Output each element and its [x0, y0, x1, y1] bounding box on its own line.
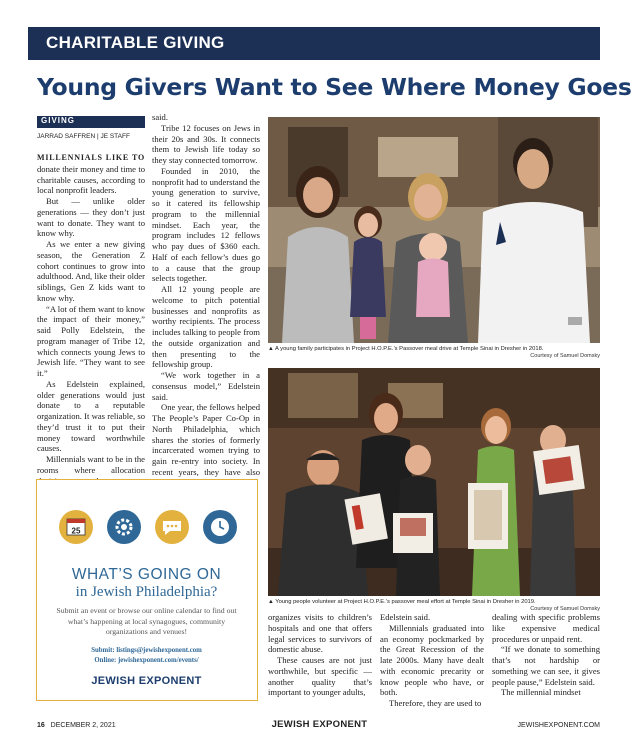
paragraph: As Edelstein explained, older generations would just donate to a reputable organization. It was reliable, so they’d trust it to put their money toward worthwhile causes. [37, 378, 145, 454]
paragraph: Founded in 2010, the nonprofit had to understand the young generation to survive, so it catered its fellowship program to the millennial mindset. Each year, the program includes 12 fellows who pay dues of $360 each. Half of each fellow’s dues go to a cause that the group selects together. [152, 165, 260, 284]
gear-icon [107, 510, 141, 544]
photo-volunteers [268, 368, 600, 596]
page-number: 16 [37, 722, 45, 729]
paragraph: “We work together in a consensus model,” Edelstein said. [152, 370, 260, 402]
paragraph: The millennial mindset [501, 687, 581, 698]
photo-family-illustration [268, 117, 600, 343]
paragraph: Millennials graduated into an economy pockmarked by the Great Recession of the late 2000s. Many have dealt with economic precarity or know people who have, or both. [380, 622, 484, 698]
paragraph: dealing with specific problems like expensive medical procedures or unpaid rent. [492, 612, 600, 644]
article-column-4 [380, 612, 484, 709]
section-banner [28, 27, 600, 60]
article-column-5 [492, 612, 600, 698]
paragraph: Edelstein said. [380, 612, 431, 622]
footer-brand: JEWISH EXPONENT [271, 719, 368, 730]
events-url-link[interactable]: Online: jewishexponent.com/events/ [94, 656, 199, 664]
paragraph: organizes visits to children’s hospitals and one that offers legal services to survivors of domestic abuse. [268, 612, 372, 655]
ad-body: Submit an event or browse our online calendar to find out what’s happening at local synagogues, community organizations and venues! [56, 606, 237, 636]
photo-family [268, 117, 600, 343]
paragraph: All 12 young people are welcome to pitch potential businesses and nonprofits as worthy recipients. The process includes talking to people from the outside organization and then presenting to the fellowship group. [152, 284, 260, 370]
photo-family-credit: Courtesy of Samuel Domsky [530, 353, 600, 359]
calendar-icon [59, 510, 93, 544]
section-label: CHARITABLE GIVING [46, 33, 225, 52]
paragraph: “A lot of them want to know the impact of their money,” said Polly Edelstein, the program manager of Tribe 12, which connects young Jews to Jewish life. “They want to see it.” [37, 303, 145, 378]
paragraph: These causes are not just worthwhile, but specific — another quality that’s important to younger adults, [268, 655, 372, 698]
submit-email-link[interactable]: Submit: listings@jewishexponent.com [91, 647, 202, 654]
events-ad [36, 479, 258, 701]
ad-title: WHAT’S GOING ON [71, 566, 222, 583]
lead-in: MILLENNIALS LIKE TO [37, 153, 145, 162]
ad-icon-row [57, 510, 241, 548]
ad-links [37, 646, 256, 665]
headline: Young Givers Want to See Where Money Goes [37, 73, 632, 101]
paragraph: donate their money and time to charitable causes, according to local nonprofit leaders. [37, 163, 145, 196]
paragraph: Therefore, they are used to [389, 698, 482, 708]
footer-site: JEWISHEXPONENT.COM [517, 722, 600, 729]
kicker [37, 116, 145, 128]
paragraph: said. [152, 112, 168, 122]
clock-icon [203, 510, 237, 544]
chat-bubble-icon [155, 510, 189, 544]
photo-volunteers-illustration [268, 368, 600, 596]
photo-family-caption: ▲ A young family participates in Project H.O.P.E.’s Passover meal drive at Temple Sinai in Dresher in 2018. [268, 346, 544, 352]
photo-volunteers-credit: Courtesy of Samuel Domsky [530, 606, 600, 612]
paragraph: But — unlike older generations — they don’t just want to donate. They want to know why. [37, 196, 145, 239]
paragraph: One year, the fellows helped The People’s Paper Co-Op in North Philadelphia, which shares the stories of formerly incarcerated women trying to gain re-entry into society. In recent years, they have also [152, 402, 260, 477]
photo-volunteers-caption: ▲ Young people volunteer at Project H.O.P.E.’s passover meal effort at Temple Sinai in Dresher in 2019. [268, 599, 536, 605]
article-column-2 [152, 112, 260, 488]
paragraph: As we enter a new giving season, the Generation Z cohort continues to grow into adulthood. And, like their older siblings, Gen Z kids want to know why. [37, 239, 145, 303]
article-column-1 [37, 152, 145, 519]
paragraph: Tribe 12 focuses on Jews in their 20s and 30s. It connects them to Jewish life today so they stay connected tomorrow. [152, 122, 260, 165]
ad-subtitle: in Jewish Philadelphia? [75, 584, 218, 600]
byline: JARRAD SAFFREN | JE STAFF [37, 133, 130, 140]
kicker-label: GIVING [41, 116, 76, 125]
issue-date: DECEMBER 2, 2021 [50, 722, 116, 729]
ad-logo: JEWISH EXPONENT [91, 675, 202, 687]
article-column-3 [268, 612, 372, 698]
paragraph: Millennials want to be in the rooms where allocation [37, 454, 145, 475]
calendar-day: 25 [71, 526, 81, 536]
paragraph: “If we donate to something that’s not hardship or something we can see, it gives people pause,” Edelstein said. [492, 644, 600, 687]
